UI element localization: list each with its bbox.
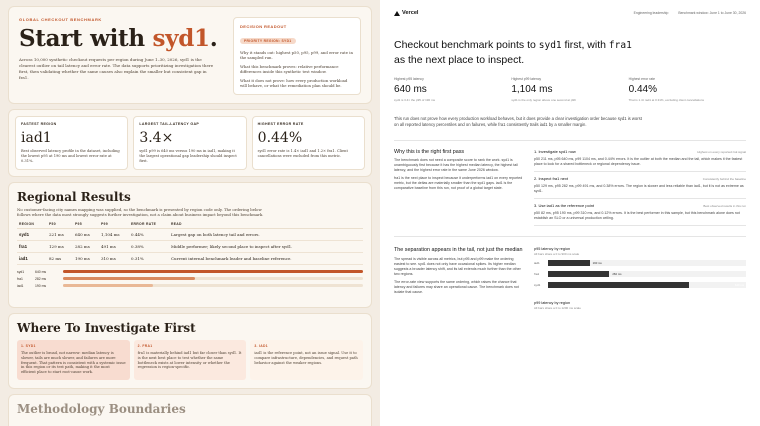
meta-window: Benchmark window: June 1 to June 30, 2026	[678, 11, 746, 15]
col-header: P50	[47, 220, 73, 229]
cell-p99: 491 ms	[99, 241, 129, 253]
cell-p50: 82 ms	[47, 253, 73, 265]
why-p2: fra1 is the next place to inspect because it underperforms iad1 on every reported metric, but the deltas are materially smaller than the syd1 gaps. iad1 is the comparative baseline from this run, not proof of a global target state.	[394, 176, 523, 190]
headline-stat-label: Highest p95 latency	[394, 77, 424, 81]
latency-bar	[548, 271, 609, 277]
hero-card	[8, 6, 372, 104]
latency-bar-row	[534, 258, 746, 267]
investigate-text: fra1 is materially behind iad1 but far closer than syd1. It is the next best place to test whether the same bottleneck exists at lower intensity or whether the regression is region-specific.	[137, 351, 242, 370]
latency-value: 282 ms	[612, 271, 622, 276]
cell-error-rate: 0.38%	[129, 241, 169, 253]
step-text: p50 211 ms, p95 640 ms, p99 1104 ms, and 0.44% errors. It is the outlier at both the median and the tail, which makes it the fastest place to look for a shared bottleneck or regional dependency issue.	[534, 157, 743, 166]
bar-fill	[63, 277, 195, 280]
latency-track	[548, 271, 746, 277]
separation-p1: The spread is visible across all metrics, but p95 and p99 make the ordering easiest to see. syd1 does not only have occasional spikes. Its higher median suggests a broader latency shift, and its tail extends much further than the other two regions.	[394, 257, 521, 277]
investigate-card-syd1	[17, 340, 130, 380]
latency-bar	[548, 260, 590, 266]
table-row	[17, 253, 363, 265]
separation-p2: The error-rate view supports the same ordering, which raises the chance that latency and failures may share an operational cause. The benchmark does not isolate that cause.	[394, 280, 519, 295]
bar-value: 282 ms	[35, 276, 47, 281]
step-note: Consistently behind the baseline	[702, 177, 746, 181]
vercel-triangle-icon	[394, 11, 400, 16]
headline-stat	[511, 77, 628, 102]
title-region-syd1: syd1	[538, 40, 562, 51]
hero-title	[19, 25, 225, 52]
cell-p99: 1,104 ms	[99, 229, 129, 241]
regional-title: Regional Results	[17, 190, 131, 204]
why-left	[394, 149, 524, 230]
step-head	[534, 203, 746, 208]
title-part: first, with	[561, 39, 609, 51]
hero-eyebrow: GLOBAL CHECKOUT BENCHMARK	[19, 17, 102, 22]
hero-main	[19, 17, 233, 95]
cell-p99: 310 ms	[99, 253, 129, 265]
bar-row	[17, 268, 363, 275]
latency-value: 640 ms	[734, 282, 744, 287]
latency-value: 190 ms	[592, 260, 602, 265]
cell-p95: 190 ms	[73, 253, 99, 265]
stat-label: LARGEST TAIL-LATENCY GAP	[139, 122, 200, 126]
regional-results-card	[8, 182, 372, 308]
headline-stat-value: 640 ms	[394, 84, 427, 95]
bar-track	[63, 284, 363, 287]
headline-stat-desc: That is 1.4× iad1 at 0.31%, excluding client cancellations	[628, 98, 704, 102]
col-header: P99	[99, 220, 129, 229]
latency-bar-label: syd1	[534, 282, 541, 287]
cell-read: Largest gap on both latency tail and errors.	[169, 229, 363, 241]
stat-card	[133, 116, 246, 170]
cell-error-rate: 0.44%	[129, 229, 169, 241]
latency-bar-row	[534, 269, 746, 278]
p95-bars	[17, 268, 363, 289]
col-header: REGION	[17, 220, 47, 229]
report-title	[394, 38, 644, 67]
step-title: 1. Investigate syd1 now	[534, 149, 576, 154]
headline-stat-desc: syd1 is the only region above one second at p99	[511, 98, 576, 102]
investigate-text: iad1 is the reference point, not an issue signal. Use it to compare infrastructure, dependencies, and request path behavior against the weaker regions.	[254, 351, 358, 365]
step-head	[534, 176, 746, 181]
latency-track	[548, 282, 746, 288]
table-row	[17, 241, 363, 253]
headline-stat-label: Highest p99 latency	[511, 77, 542, 81]
investigate-card	[8, 313, 372, 389]
headline-stat	[394, 77, 511, 102]
regional-desc: No customer-facing city names mapping was supplied, so the benchmark is presented by region code only. The ordering below follows where the data most strongly suggests further investigation, not a claim about business impact beyond this benchmark.	[17, 207, 264, 218]
cell-p50: 221 ms	[47, 229, 73, 241]
hero-title-accent: syd1	[152, 25, 210, 52]
step-item	[534, 149, 746, 172]
bar-value: 190 ms	[35, 283, 47, 288]
table-header-row	[17, 220, 363, 229]
cell-p50: 129 ms	[47, 241, 73, 253]
stat-value: iad1	[21, 130, 52, 146]
bar-row	[17, 282, 363, 289]
p99-chart-title: p99 latency by region	[534, 301, 571, 305]
latency-bar-label: fra1	[534, 271, 540, 276]
regional-table	[17, 220, 363, 265]
bar-row	[17, 275, 363, 282]
col-header: ERROR RATE	[129, 220, 169, 229]
divider	[394, 236, 746, 237]
hero-title-suffix: .	[209, 25, 218, 52]
headline-stat-value: 0.44%	[628, 84, 658, 95]
step-item	[534, 203, 746, 226]
stat-card	[15, 116, 128, 170]
col-header: READ	[169, 220, 363, 229]
step-text: p50 129 ms, p95 282 ms, p99 491 ms, and 0.38% errors. The region is slower and less reliable than iad1, but it is not as extreme as syd1.	[534, 184, 744, 193]
hero-description: Across 10,000 synthetic checkout requests per region during June 1–30, 2026, syd1 is the clearest outlier on tail latency and error rate. The data supports prioritizing investigation there first, then validating whether the same causes also explain the smaller but consistent gap in fra1.	[19, 57, 214, 80]
cell-p95: 640 ms	[73, 229, 99, 241]
cell-region: fra1	[17, 241, 47, 253]
bar-label: fra1	[17, 276, 23, 281]
why-title: Why this is the right first pass	[394, 149, 465, 155]
why-section	[394, 149, 746, 230]
priority-pill: PRIORITY REGION: SYD1	[240, 38, 296, 44]
stat-label: FASTEST REGION	[21, 122, 57, 126]
investigate-card-iad1	[250, 340, 363, 380]
stat-desc: Best observed latency profile in the dataset, including the lowest p95 at 190 ms and lowest error rate at 0.31%.	[21, 149, 120, 163]
step-text: p50 82 ms, p95 190 ms, p99 310 ms, and 0.12% errors. It is the best performer in this sample, but this benchmark alone does not establish an SLO or a universal production ceiling.	[534, 211, 740, 220]
right-report-pane	[380, 0, 760, 426]
step-item	[534, 176, 746, 199]
brand-name: Vercel	[402, 10, 419, 16]
stat-desc: syd1 p99 is 640 ms versus 190 ms in iad1, making it the largest operational gap leadership should inspect first.	[139, 149, 237, 163]
investigate-label: 1. SYD1	[21, 344, 36, 348]
headline-stat-desc: syd1 is 3.4× the p95 of 190 ms	[394, 98, 435, 102]
divider	[394, 140, 746, 141]
brand-logo[interactable]	[394, 10, 419, 16]
headline-stat	[629, 77, 746, 102]
investigate-title: Where To Investigate First	[17, 321, 196, 335]
step-title: 3. Use iad1 as the reference point	[534, 203, 595, 208]
p95-chart-title: p95 latency by region	[534, 247, 571, 251]
readout-why: Why it stands out: highest p50, p95, p99, and error rate in the sampled run.	[240, 50, 353, 61]
cell-region: syd1	[17, 229, 47, 241]
bar-track	[63, 270, 363, 273]
investigate-text: The outlier is broad, not narrow: median latency is slower, tails are much slower, and failures are more frequent. That pattern is consistent with a systemic issue in this region or its test path, making it the most efficient place to start root-cause work.	[21, 351, 126, 375]
meta-audience: Engineering leadership	[633, 11, 669, 15]
stat-value: 3.4×	[139, 130, 174, 146]
stat-desc: syd1 error rate is 1.4× iad1 and 1.2× fra1. Client cancellations were excluded from this metric.	[257, 149, 348, 158]
p95-chart-sub: All bars share a 0 to 900 ms scale	[534, 252, 580, 256]
top-meta	[634, 11, 746, 15]
why-p1: The benchmark does not need a composite score to rank the work. syd1 is unambiguously first because it has the highest median latency, the highest tail latency, and the highest error rate in the same June 2026 window.	[394, 158, 518, 172]
investigate-label: 3. IAD1	[254, 344, 268, 348]
stat-card	[252, 116, 365, 170]
bar-value: 640 ms	[35, 269, 47, 274]
step-title: 2. Inspect fra1 next	[534, 176, 569, 181]
separation-title: The separation appears in the tail, not just the median	[394, 247, 523, 253]
separation-section	[394, 247, 746, 310]
hero-title-prefix: Start with	[19, 25, 153, 52]
headline-stats	[394, 77, 746, 102]
cell-read: Middle performer; likely second place to inspect after syd1.	[169, 241, 363, 253]
readout-label: DECISION READOUT	[240, 24, 287, 29]
title-part: as the next place to inspect.	[394, 54, 525, 66]
table-row	[17, 229, 363, 241]
methodology-card	[8, 394, 372, 426]
bar-label: iad1	[17, 283, 24, 288]
investigate-card-fra1	[134, 340, 247, 380]
headline-stat-value: 1,104 ms	[511, 84, 553, 95]
step-note: Highest on every reported risk signal	[697, 150, 746, 154]
readout-not-proves: What it does not prove: how every production workload will behave, or what the remediation plan should be.	[240, 77, 348, 89]
cell-read: Current internal benchmark leader and baseline reference.	[169, 253, 363, 265]
latency-bar-label: iad1	[534, 260, 540, 265]
headline-stat-label: Highest error rate	[628, 77, 656, 81]
steps-list	[534, 149, 746, 230]
bar-track	[63, 277, 363, 280]
cell-region: iad1	[17, 253, 47, 265]
bar-fill	[63, 284, 153, 287]
step-note: Best observed results in this run	[703, 204, 746, 208]
methodology-title: Methodology Boundaries	[17, 402, 186, 416]
investigate-cards	[17, 340, 363, 380]
title-part: Checkout benchmark points to	[394, 39, 539, 51]
readout-proves: What this benchmark proves: relative performance differences inside this synthetic test window.	[240, 63, 339, 75]
decision-readout	[233, 17, 361, 95]
separation-left	[394, 247, 524, 310]
bar-label: syd1	[17, 269, 25, 274]
latency-bar	[548, 282, 689, 288]
p99-chart-sub: All bars share a 0 to 1200 ms scale	[534, 306, 581, 310]
col-header: P95	[73, 220, 99, 229]
bar-fill	[63, 270, 363, 273]
latency-track	[548, 260, 746, 266]
step-head	[534, 149, 746, 154]
latency-charts	[534, 247, 746, 310]
top-bar	[394, 10, 746, 16]
title-region-fra1: fra1	[608, 40, 632, 51]
latency-bar-row	[534, 280, 746, 289]
intro-paragraph: This run does not prove how every production workload behaves, but it does provide a clear investigation order because syd1 is worst on all reported latency percentiles and on failures, while fra1 consistently trails iad1 by a smaller margin.	[394, 116, 642, 127]
cell-p95: 282 ms	[73, 241, 99, 253]
cell-error-rate: 0.31%	[129, 253, 169, 265]
stat-label: HIGHEST ERROR RATE	[257, 122, 304, 126]
investigate-label: 2. FRA1	[137, 344, 153, 348]
stat-cards	[8, 109, 372, 177]
stat-value: 0.44%	[257, 130, 303, 146]
